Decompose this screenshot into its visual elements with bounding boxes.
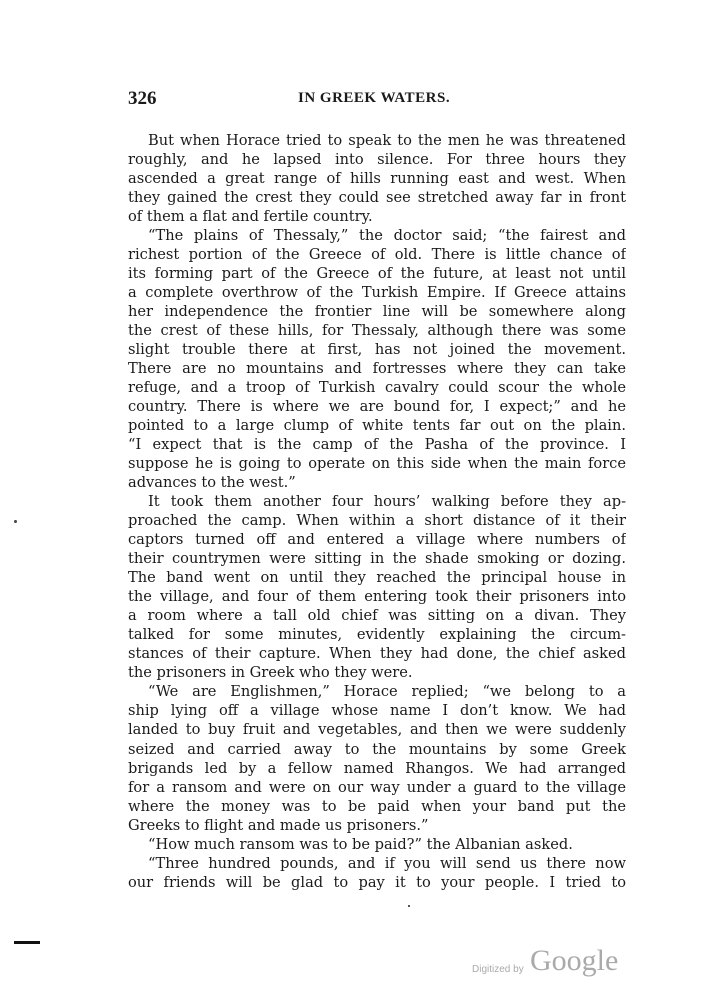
text-line: “I expect that is the camp of the Pasha of the province. I xyxy=(128,436,626,454)
text-line: the village, and four of them entering took their prisoners into xyxy=(128,588,626,606)
text-line: ship lying off a village whose name I don’t know. We had xyxy=(128,702,626,720)
text-line: landed to buy fruit and vegetables, and then we were suddenly xyxy=(128,721,626,739)
body-text xyxy=(128,131,626,892)
text-line: It took them another four hours’ walking before they ap- xyxy=(148,493,626,511)
text-line: brigands led by a fellow named Rhangos. We had arranged xyxy=(128,759,626,777)
text-line: her independence the frontier line will be somewhere along xyxy=(128,303,626,321)
margin-mark xyxy=(14,520,17,523)
text-line: But when Horace tried to speak to the men he was threatened xyxy=(148,132,626,149)
text-line: richest portion of the Greece of old. There is little chance of xyxy=(128,246,626,264)
text-line: “The plains of Thessaly,” the doctor said; “the fairest and xyxy=(148,227,626,245)
text-line: suppose he is going to operate on this side when the main force xyxy=(128,455,626,473)
margin-dash xyxy=(14,941,40,944)
text-line: stances of their capture. When they had done, the chief asked xyxy=(128,645,626,663)
page-number: 326 xyxy=(128,88,157,109)
text-line: refuge, and a troop of Turkish cavalry could scour the whole xyxy=(128,379,626,397)
text-line: advances to the west.” xyxy=(128,474,296,492)
running-head: IN GREEK WATERS. xyxy=(298,90,451,106)
digitized-by-google-watermark xyxy=(472,944,632,984)
page-header xyxy=(128,88,626,118)
text-line: the crest of these hills, for Thessaly, although there was some xyxy=(128,322,626,340)
text-line: talked for some minutes, evidently explaining the circum- xyxy=(128,626,626,644)
text-line: Greeks to flight and made us prisoners.” xyxy=(128,816,429,834)
text-line: country. There is where we are bound for, I expect;” and he xyxy=(128,398,626,416)
text-line: “How much ransom was to be paid?” the Albanian asked. xyxy=(148,835,573,853)
text-line: captors turned off and entered a village where numbers of xyxy=(128,531,626,549)
text-line: There are no mountains and fortresses where they can take xyxy=(128,360,626,378)
text-line: a room where a tall old chief was sitting on a divan. They xyxy=(128,607,626,625)
text-line: “Three hundred pounds, and if you will send us there now xyxy=(148,854,626,872)
text-line: pointed to a large clump of white tents far out on the plain. xyxy=(128,417,626,435)
text-line: their countrymen were sitting in the shade smoking or dozing. xyxy=(128,550,626,568)
text-line: proached the camp. When within a short distance of it their xyxy=(128,512,626,530)
ink-speck xyxy=(408,905,410,907)
text-line: the prisoners in Greek who they were. xyxy=(128,664,413,682)
watermark-logo-text: Google xyxy=(530,944,619,977)
text-line: slight trouble there at first, has not joined the movement. xyxy=(128,341,626,359)
text-line: our friends will be glad to pay it to your people. I tried to xyxy=(128,873,626,891)
watermark-small-text: Digitized by xyxy=(472,964,524,975)
text-line: seized and carried away to the mountains by some Greek xyxy=(128,740,626,758)
text-line: roughly, and he lapsed into silence. For three hours they xyxy=(128,151,626,169)
text-line: its forming part of the Greece of the future, at least not until xyxy=(128,265,626,283)
text-line: of them a flat and fertile country. xyxy=(128,208,373,226)
text-line: a complete overthrow of the Turkish Empire. If Greece attains xyxy=(128,284,626,302)
text-line: The band went on until they reached the principal house in xyxy=(128,569,626,587)
text-line: for a ransom and were on our way under a guard to the village xyxy=(128,778,626,796)
text-line: ascended a great range of hills running east and west. When xyxy=(128,170,626,188)
text-line: “We are Englishmen,” Horace replied; “we belong to a xyxy=(148,683,626,701)
text-line: they gained the crest they could see stretched away far in front xyxy=(128,189,626,207)
text-line: where the money was to be paid when your band put the xyxy=(128,797,626,815)
